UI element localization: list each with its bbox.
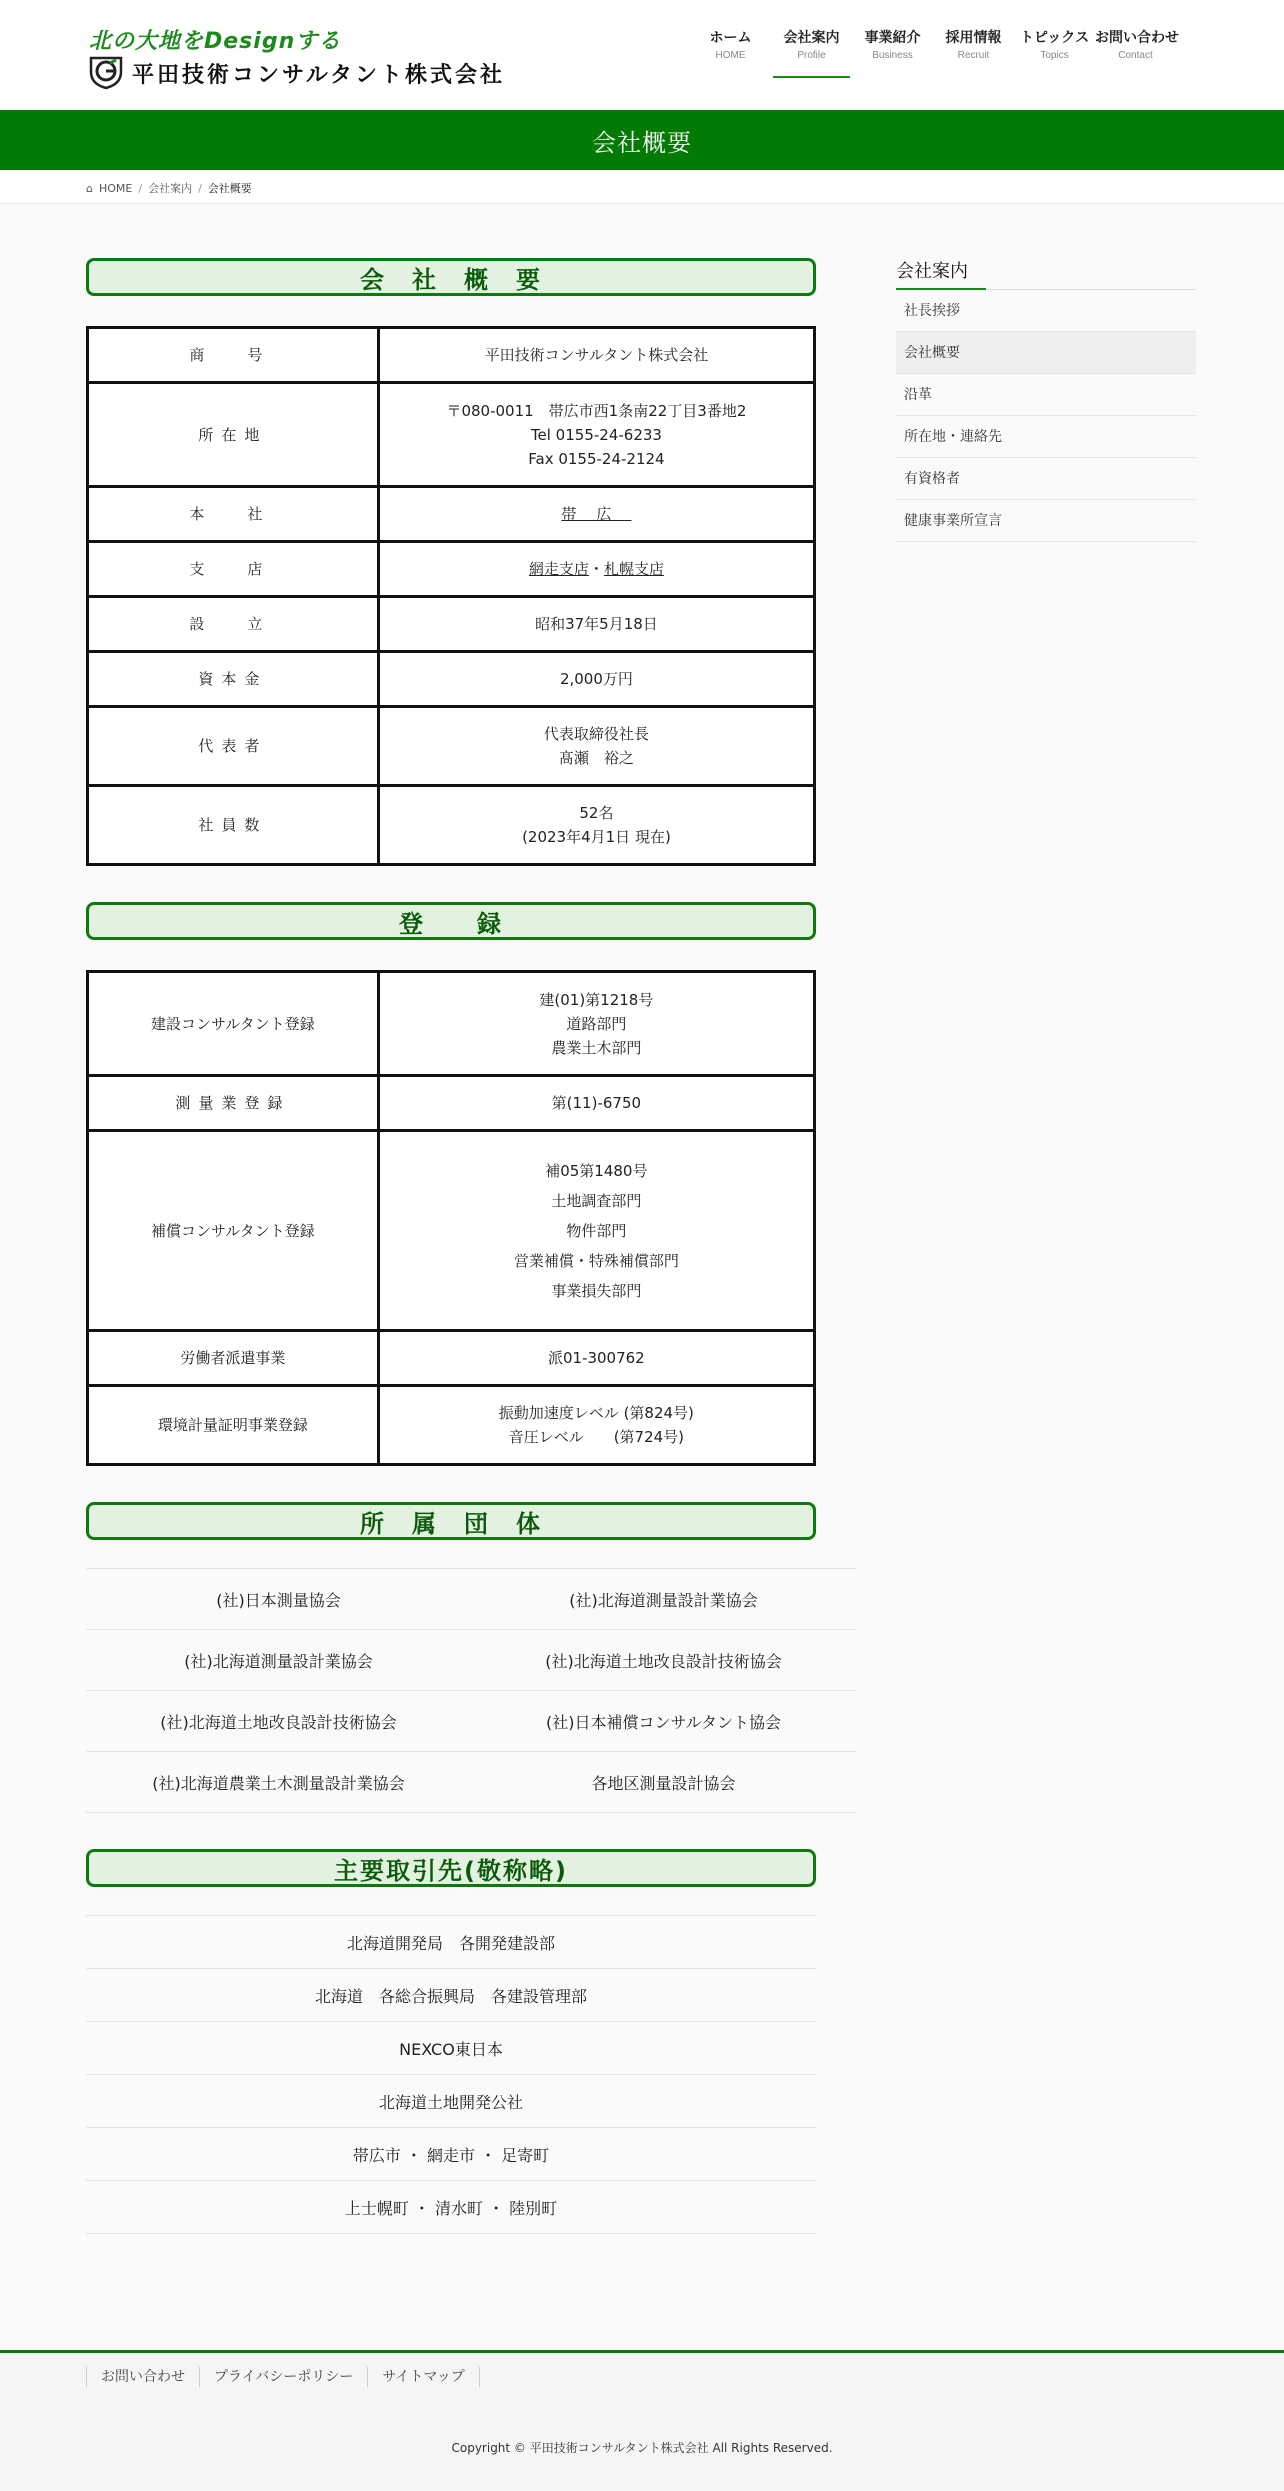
clients-list	[86, 1915, 816, 2234]
main-content	[86, 258, 856, 2234]
address: 〒080-0011 帯広市西1条南22丁目3番地2	[446, 401, 747, 420]
value-capital: 2,000万円	[378, 652, 814, 707]
breadcrumb	[0, 170, 1284, 204]
representative-title: 代表取締役社長	[543, 725, 649, 743]
nav-label: 事業紹介	[864, 30, 921, 46]
breadcrumb-separator: /	[198, 181, 202, 195]
footer-nav	[86, 2367, 480, 2387]
value-employees	[378, 786, 814, 865]
footer-link-privacy[interactable]: プライバシーポリシー	[199, 2367, 367, 2387]
label-location: 所在地	[88, 383, 379, 487]
list-item: 帯広市 ・ 網走市 ・ 足寄町	[86, 2128, 816, 2181]
footer-link-contact[interactable]: お問い合わせ	[86, 2367, 199, 2387]
list-item: 北海道 各総合振興局 各建設管理部	[86, 1969, 816, 2022]
copyright: Copyright © 平田技術コンサルタント株式会社 All Rights Reserved.	[451, 2441, 833, 2455]
breadcrumb-home-link[interactable]: HOME	[98, 181, 133, 195]
head-office-link[interactable]: 帯広	[561, 505, 632, 523]
label-branches: 支 店	[88, 542, 379, 597]
label-capital: 資本金	[88, 652, 379, 707]
organizations-list	[86, 1568, 856, 1813]
value-head-office	[378, 487, 814, 542]
site-header	[0, 0, 1284, 110]
logo-tagline: 北の大地をDesignする	[89, 29, 342, 54]
list-item: 北海道土地開発公社	[86, 2075, 816, 2128]
separator-dot: ・	[588, 560, 604, 578]
list-item: 上士幌町 ・ 清水町 ・ 陸別町	[86, 2181, 816, 2234]
sidebar-item-greeting[interactable]: 社長挨拶	[896, 290, 1196, 332]
label-established: 設 立	[88, 597, 379, 652]
table-row	[88, 1076, 815, 1131]
nav-topics[interactable]	[1014, 28, 1095, 80]
sidebar-item-history[interactable]: 沿革	[896, 374, 1196, 416]
list-row	[86, 1691, 856, 1752]
table-row	[88, 786, 815, 865]
nav-sublabel: Profile	[797, 50, 826, 61]
value-survey: 第(11)-6750	[378, 1076, 814, 1131]
registration-heading: 登 録	[86, 902, 816, 940]
nav-sublabel: HOME	[715, 50, 746, 61]
list-item: (社)北海道測量設計業協会	[569, 1590, 758, 1610]
nav-home[interactable]	[690, 28, 771, 80]
employee-as-of: (2023年4月1日 現在)	[522, 828, 671, 846]
abashiri-branch-link[interactable]: 網走支店	[528, 560, 589, 578]
value-construction-consultant: 建(01)第1218号 道路部門 農業土木部門	[378, 972, 814, 1076]
list-item: (社)北海道農業土木測量設計業協会	[152, 1773, 405, 1793]
list-item: (社)北海道土地改良設計技術協会	[160, 1712, 397, 1732]
sidebar-item-health[interactable]: 健康事業所宣言	[896, 500, 1196, 542]
page-title-band	[0, 110, 1284, 170]
table-row	[88, 487, 815, 542]
table-row	[88, 328, 815, 383]
table-row	[88, 972, 815, 1076]
table-row	[88, 1386, 815, 1465]
registration-table	[86, 970, 816, 1466]
home-icon: ⌂	[86, 181, 93, 195]
breadcrumb-parent-link[interactable]: 会社案内	[148, 182, 193, 195]
label-environment-measurement: 環境計量証明事業登録	[88, 1386, 379, 1465]
nav-sublabel: Business	[872, 50, 913, 61]
employee-count: 52名	[579, 804, 614, 822]
table-row	[88, 652, 815, 707]
value-location	[378, 383, 814, 487]
table-row	[88, 707, 815, 786]
fax: Fax 0155-24-2124	[528, 449, 665, 468]
footer-link-sitemap[interactable]: サイトマップ	[367, 2367, 479, 2387]
nav-label: トピックス	[1019, 30, 1090, 46]
value-established: 昭和37年5月18日	[378, 597, 814, 652]
label-survey: 測量業登録	[88, 1076, 379, 1131]
breadcrumb-separator: /	[138, 181, 143, 195]
list-item: (社)日本補償コンサルタント協会	[545, 1712, 782, 1732]
organizations-heading: 所 属 団 体	[86, 1502, 816, 1540]
value-branches	[378, 542, 814, 597]
telephone: Tel 0155-24-6233	[530, 425, 662, 444]
list-item: NEXCO東日本	[86, 2022, 816, 2075]
sidebar	[896, 258, 1196, 542]
company-name: 平田技術コンサルタント株式会社	[132, 62, 506, 88]
nav-recruit[interactable]	[933, 28, 1014, 80]
representative-name: 髙瀬 裕之	[558, 749, 634, 767]
value-representative	[378, 707, 814, 786]
table-row	[88, 383, 815, 487]
nav-label: 会社案内	[783, 30, 840, 46]
overview-table	[86, 326, 816, 866]
label-trade-name: 商 号	[88, 328, 379, 383]
sidebar-item-qualified[interactable]: 有資格者	[896, 458, 1196, 500]
sidebar-item-locations[interactable]: 所在地・連絡先	[896, 416, 1196, 458]
label-construction-consultant: 建設コンサルタント登録	[88, 972, 379, 1076]
nav-sublabel: Contact	[1118, 50, 1153, 61]
table-row	[88, 597, 815, 652]
sidebar-item-overview[interactable]: 会社概要	[896, 332, 1196, 374]
list-item: 各地区測量設計協会	[591, 1773, 736, 1793]
clients-heading: 主要取引先(敬称略)	[86, 1849, 816, 1887]
table-row	[88, 542, 815, 597]
site-footer	[0, 2350, 1284, 2491]
label-worker-dispatch: 労働者派遣事業	[88, 1331, 379, 1386]
list-item: (社)北海道土地改良設計技術協会	[545, 1651, 782, 1671]
nav-label: ホーム	[709, 30, 752, 46]
breadcrumb-current: 会社概要	[207, 182, 252, 195]
list-row	[86, 1569, 856, 1630]
nav-label: お問い合わせ	[1095, 30, 1179, 46]
nav-business[interactable]	[852, 28, 933, 80]
list-row	[86, 1752, 856, 1813]
site-logo[interactable]	[86, 22, 516, 92]
table-row	[88, 1331, 815, 1386]
table-row	[88, 1131, 815, 1331]
list-item: (社)北海道測量設計業協会	[184, 1651, 373, 1671]
label-compensation-consultant: 補償コンサルタント登録	[88, 1131, 379, 1331]
global-nav	[690, 28, 1179, 80]
label-head-office: 本 社	[88, 487, 379, 542]
label-employees: 社員数	[88, 786, 379, 865]
nav-label: 採用情報	[945, 30, 1002, 46]
sapporo-branch-link[interactable]: 札幌支店	[603, 560, 664, 578]
company-emblem-icon	[88, 54, 124, 90]
value-worker-dispatch: 派01-300762	[378, 1331, 814, 1386]
sidebar-title: 会社案内	[896, 258, 1196, 290]
value-environment-measurement: 振動加速度レベル (第824号) 音圧レベル (第724号)	[378, 1386, 814, 1465]
list-item: 北海道開発局 各開発建設部	[86, 1916, 816, 1969]
nav-sublabel: Recruit	[957, 50, 990, 61]
value-compensation-consultant: 補05第1480号 土地調査部門 物件部門 営業補償・特殊補償部門 事業損失部門	[378, 1131, 814, 1331]
nav-sublabel: Topics	[1040, 50, 1069, 61]
overview-heading: 会 社 概 要	[86, 258, 816, 296]
nav-profile[interactable]	[771, 28, 852, 80]
value-trade-name: 平田技術コンサルタント株式会社	[378, 328, 814, 383]
list-row	[86, 1630, 856, 1691]
list-item: (社)日本測量協会	[216, 1590, 341, 1610]
nav-contact[interactable]	[1095, 28, 1179, 80]
page-title: 会社概要	[592, 128, 692, 157]
label-representative: 代表者	[88, 707, 379, 786]
